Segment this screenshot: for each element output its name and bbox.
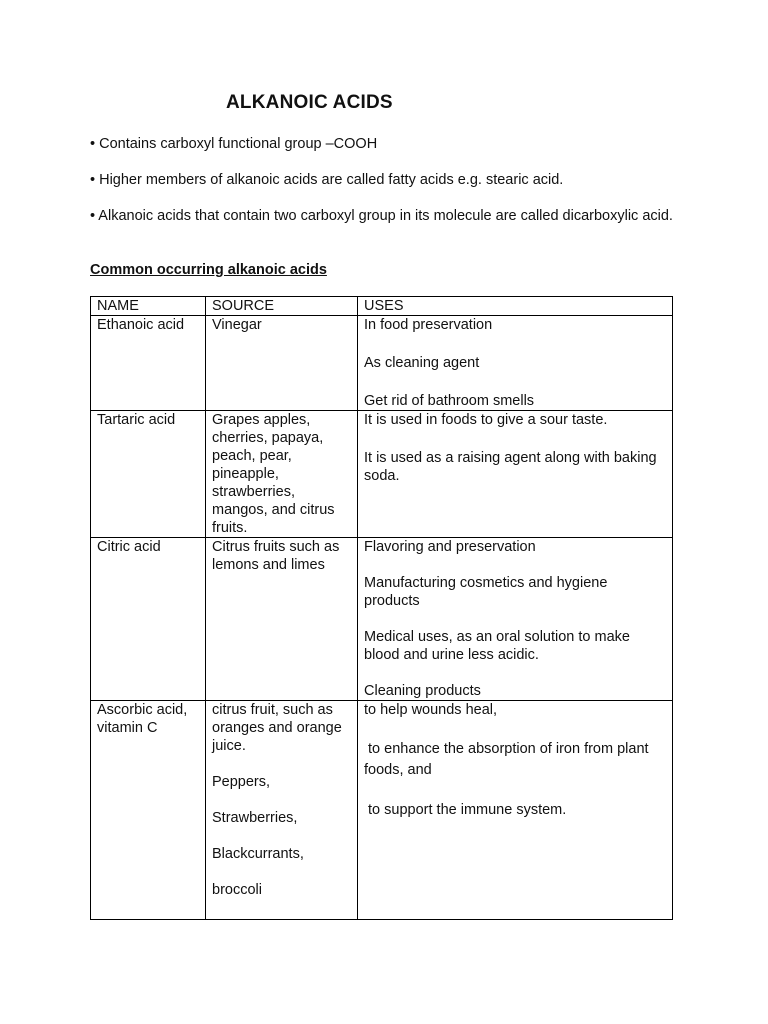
header-uses: USES	[358, 297, 673, 316]
cell-source: citrus fruit, such as oranges and orange juice. Peppers, Strawberries, Blackcurrants, broccoli	[206, 701, 358, 920]
page-title: ALKANOIC ACIDS	[226, 92, 393, 113]
section-subheading: Common occurring alkanoic acids	[90, 262, 327, 278]
cell-name: Ethanoic acid	[91, 316, 206, 411]
cell-uses: Flavoring and preservation Manufacturing cosmetics and hygiene products Medical uses, as an oral solution to make blood and urine less acidic. Cleaning products	[358, 538, 673, 701]
cell-uses: to help wounds heal, to enhance the absorption of iron from plant foods, and to support the immune system.	[358, 701, 673, 920]
cell-name: Tartaric acid	[91, 411, 206, 538]
cell-source: Citrus fruits such as lemons and limes	[206, 538, 358, 701]
cell-uses: It is used in foods to give a sour taste. It is used as a raising agent along with baking soda.	[358, 411, 673, 538]
cell-uses: In food preservation As cleaning agent Get rid of bathroom smells	[358, 316, 673, 411]
table-header-row	[91, 297, 673, 316]
cell-name: Citric acid	[91, 538, 206, 701]
table-row	[91, 701, 673, 920]
cell-source: Vinegar	[206, 316, 358, 411]
alkanoic-acids-table	[90, 296, 673, 920]
table-row	[91, 538, 673, 701]
table-row	[91, 316, 673, 411]
bullet-carboxyl-group: • Contains carboxyl functional group –COOH	[90, 136, 378, 152]
table-row	[91, 411, 673, 538]
cell-name: Ascorbic acid, vitamin C	[91, 701, 206, 920]
header-source: SOURCE	[206, 297, 358, 316]
header-name: NAME	[91, 297, 206, 316]
cell-source: Grapes apples, cherries, papaya, peach, pear, pineapple, strawberries, mangos, and citrus fruits.	[206, 411, 358, 538]
bullet-fatty-acids: • Higher members of alkanoic acids are called fatty acids e.g. stearic acid.	[90, 172, 564, 188]
bullet-dicarboxylic: • Alkanoic acids that contain two carboxyl group in its molecule are called dicarboxylic acid.	[90, 208, 673, 224]
